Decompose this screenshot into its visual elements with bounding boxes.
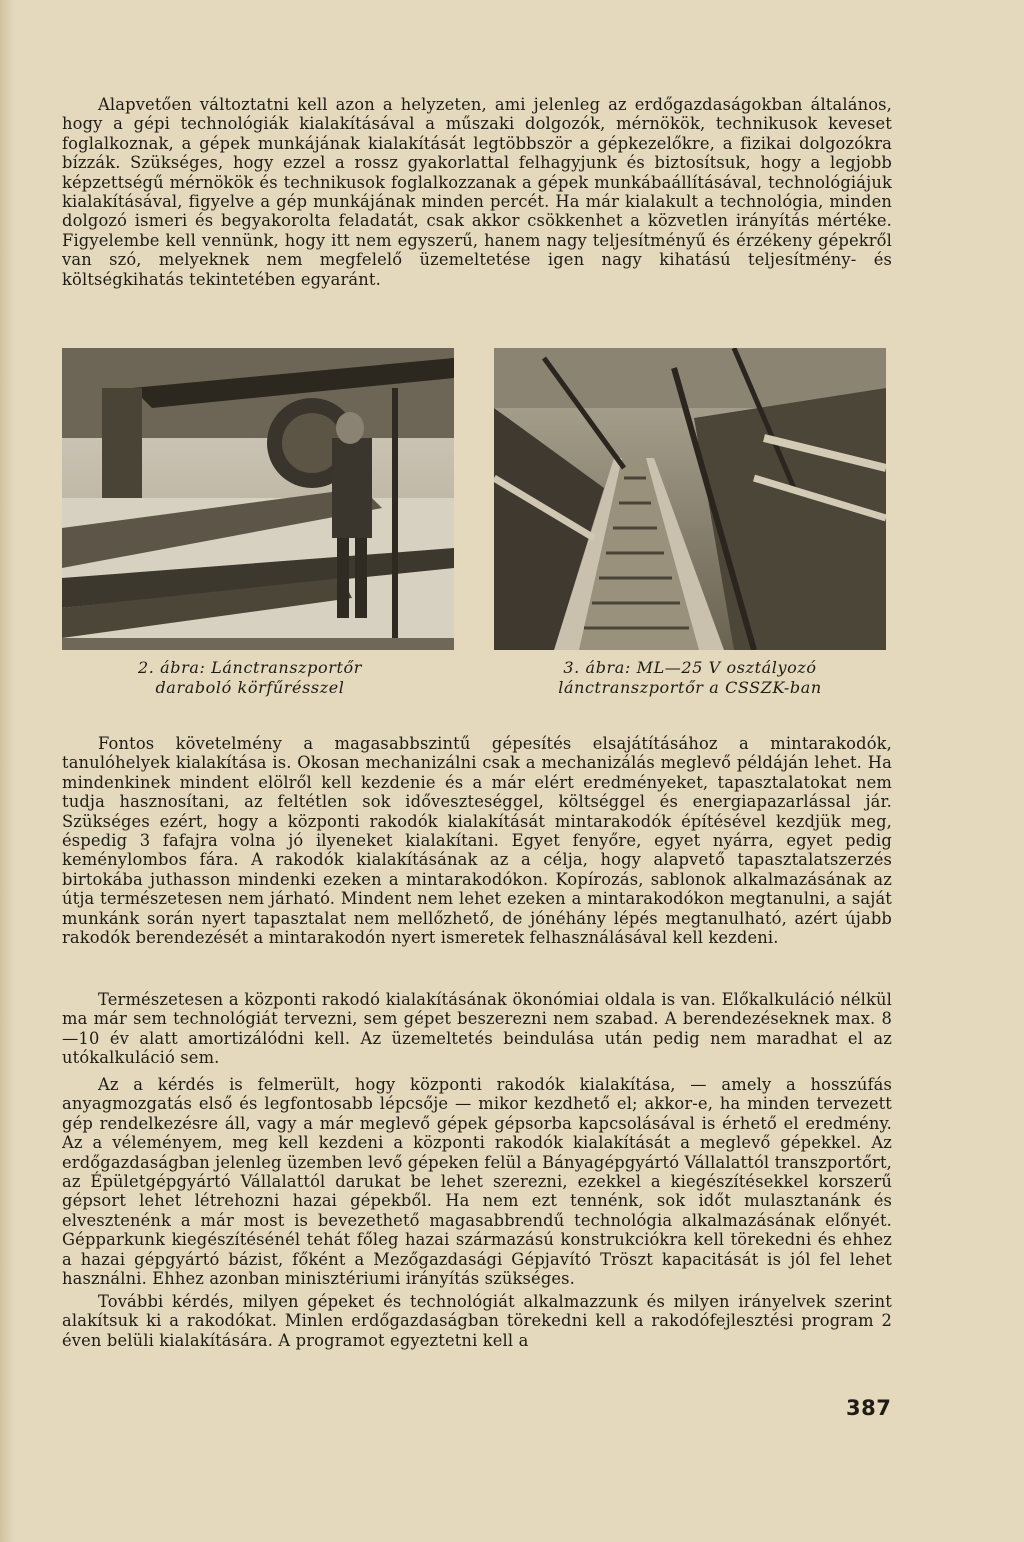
conveyor-photo-illustration bbox=[494, 348, 886, 650]
paragraph-4: Az a kérdés is felmerült, hogy központi rakodók kialakítása, — amely a hosszúfás anyagmozgatás első és legfontosabb lépcsője — mikor kezdhető el; akkor-e, ha minden tervezett gép rendelkezésre áll, vagy a már meglevő gépek gépsorba kapcsolásával is érhető el eredmény. Az a véleményem, meg kell kezdeni a központi rakodók kialakítását a meglevő gépekkel. Az erdőgazdaságban jelenleg üzemben levő gépeken felül a Bányagépgyártó Vállalattól transzportőrt, az Épületgépgyártó Vállalattól darukat be lehet szerezni, ezekkel a kiegészítésekkel korszerű gépsort lehet létrehozni hazai gépekből. Ha nem ezt tennénk, sok időt mulasztanánk és elvesztenénk a már most is bevezethető magasabbrendű technológia alkalmazásának előnyét. Gépparkunk kiegészítésénél tehát főleg hazai származású konstrukciókra kell törekedni és ehhez a hazai gépgyártó bázist, főként a Mezőgazdasági Gépjavító Tröszt kapacitását is jól fel lehet használni. Ehhez azonban minisztériumi irányítás szükséges. bbox=[62, 1075, 892, 1289]
paragraph-1: Alapvetően változtatni kell azon a helyzeten, ami jelenleg az erdőgazdaságokban általános, hogy a gépi technológiák kialakításával a műszaki dolgozók, mérnökök, technikusok keveset foglalkoznak, a gépek munkájának kialakítását legtöbbször a gépkezelőkre, a fizikai dolgozókra bízzák. Szükséges, hogy ezzel a rossz gyakorlattal felhagyjunk és biztosítsuk, hogy a legjobb képzettségű mérnökök és technikusok foglalkozzanak a gépek munkábaállításával, technológiájuk kialakításával, figyelve a gép munkájának minden percét. Ha már kialakult a technológia, minden dolgozó ismeri és begyakorolta feladatát, csak akkor csökkenhet a közvetlen irányítás mértéke. Figyelembe kell vennünk, hogy itt nem egyszerű, hanem nagy teljesítményű és érzékeny gépekről van szó, melyeknek nem megfelelő üzemeltetése igen nagy kihatású teljesítmény- és költségkihatás tekintetében egyaránt. bbox=[62, 95, 892, 289]
figure-3-caption bbox=[520, 658, 860, 698]
sawmill-photo-illustration bbox=[62, 348, 454, 650]
figure-3-caption-line-2: lánctranszportőr a CSSZK-ban bbox=[558, 678, 822, 697]
figure-2-caption bbox=[100, 658, 400, 698]
paragraph-3: Természetesen a központi rakodó kialakításának ökonómiai oldala is van. Előkalkuláció nélkül ma már sem technológiát tervezni, sem gépet beszerezni nem szabad. A berendezéseknek max. 8—10 év alatt amortizálódni kell. Az üzemeltetés beindulása után pedig nem maradhat el az utókalkuláció sem. bbox=[62, 990, 892, 1068]
figure-3-caption-line-1: 3. ábra: ML—25 V osztályozó bbox=[563, 658, 817, 677]
figure-2-caption-line-2: daraboló körfűrésszel bbox=[155, 678, 345, 697]
paragraph-2: Fontos követelmény a magasabbszintű gépesítés elsajátításához a mintarakodók, tanulóhelyek kialakítása is. Okosan mechanizálni csak a mechanizálás meglevő példáján lehet. Ha mindenkinek mindent elölről kell kezdenie és a már elért eredményeket, tapasztalatokat nem tudja hasznosítani, az feltétlen sok időveszteséggel, költséggel és energiapazarlással jár. Szükséges ezért, hogy a központi rakodók kialakítását mintarakodók építésével kezdjük meg, éspedig 3 fafajra volna jó ilyeneket kialakítani. Egyet fenyőre, egyet nyárra, egyet pedig keménylombos fára. A rakodók kialakításának az a célja, hogy alapvető tapasztalatszerzés birtokába juthasson mindenki ezeken a mintarakodókon. Kopírozás, sablonok alkalmazásának az útja természetesen nem járható. Mindent nem lehet ezeken a mintarakodókon megtanulni, a saját munkánk során nyert tapasztalat nem mellőzhető, de jónéhány lépés megtanulható, azért újabb rakodók berendezését a mintarakodón nyert ismeretek felhasználásával kell kezdeni. bbox=[62, 734, 892, 948]
figure-2-photo bbox=[62, 348, 454, 650]
page-edge-shadow bbox=[0, 0, 14, 1542]
figure-2-caption-line-1: 2. ábra: Lánctranszportőr bbox=[137, 658, 363, 677]
figure-3-photo bbox=[494, 348, 886, 650]
page-number: 387 bbox=[846, 1396, 892, 1420]
paragraph-5: További kérdés, milyen gépeket és technológiát alkalmazzunk és milyen irányelvek szerint alakítsuk ki a rakodókat. Minlen erdőgazdaságban törekedni kell a rakodófejlesztési program 2 éven belüli kialakítására. A programot egyeztetni kell a bbox=[62, 1292, 892, 1350]
